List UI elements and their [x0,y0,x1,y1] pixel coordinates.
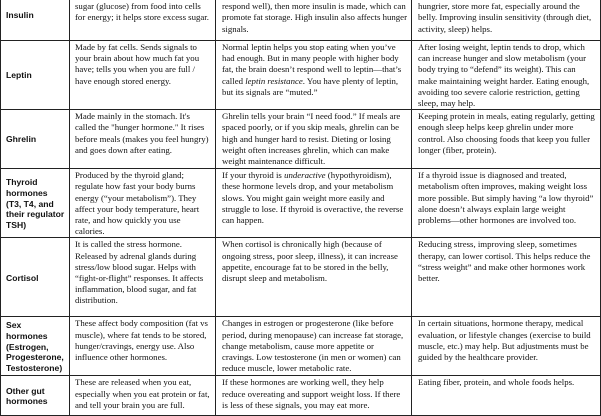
hormone-description: sugar (glucose) from food into cells for energy; it helps store excess sugar. [70,0,216,41]
table-row [1,110,601,169]
text-run: respond well), then more insulin is made, which can promote fat storage. High insulin also affects hunger signals. [222,1,408,34]
hormone-name: Cortisol [1,238,70,317]
weight-loss-note: In certain situations, hormone therapy, medical evaluation, or lifestyle changes (exercise to build muscle, etc.) may help. But adjustments must be guided by the healthcare provider. [412,317,601,376]
weight-loss-note: hungrier, store more fat, especially around the belly. Improving insulin sensitivity (through diet, activity, sleep) helps. [412,0,601,41]
hormone-name: Thyroid hormones (T3, T4, and their regulator TSH) [1,169,70,238]
weight-effect [216,41,412,110]
hormone-name: Ghrelin [1,110,70,169]
table-row [1,0,601,41]
table-row [1,41,601,110]
hormone-description: Produced by the thyroid gland; regulate how fast your body burns energy (“your metabolism”). They affect your body temperature, heart rate, and how quickly you use calories. [70,169,216,238]
hormone-name: Leptin [1,41,70,110]
italic-term: leptin resistance [245,75,303,86]
hormone-description: It is called the stress hormone. Released by adrenal glands during stress/low blood sugar. Helps with “fight-or-flight” responses. It affects inflammation, blood sugar, and fat distribution. [70,238,216,317]
table-row [1,317,601,376]
text-run: If your thyroid is [222,170,285,181]
hormone-name: Sex hormones (Estrogen, Progesterone, Testosterone) [1,317,70,376]
hormone-name: Other gut hormones [1,376,70,416]
weight-loss-note: Eating fiber, protein, and whole foods helps. [412,376,601,416]
text-run: . You have plenty of leptin, but its signals are “muted.” [222,75,399,97]
text-run: Ghrelin tells your brain “I need food.” If meals are spaced poorly, or if you skip meals, ghrelin can be high and hunger hard to resist. Dieting or losing weight often increases ghrelin, which can make weight maintenance difficult. [222,111,401,167]
weight-effect [216,0,412,41]
text-run: Normal leptin helps you stop eating when you’ve had enough. But in many people with higher body fat, the brain doesn’t respond well to leptin—that’s called [222,42,402,86]
weight-loss-note: If a thyroid issue is diagnosed and treated, metabolism often improves, making weight loss more possible. But simply having “a low thyroid” alone doesn’t always explain large weight problems—other hormones are involved too. [412,169,601,238]
weight-loss-note: Keeping protein in meals, eating regularly, getting enough sleep helps keep ghrelin under more control. Also choosing foods that keep you fuller longer (fiber, protein). [412,110,601,169]
table-row [1,238,601,317]
hormone-description: These affect body composition (fat vs muscle), where fat tends to be stored, hunger/cravings, energy use. Also influence other hormones. [70,317,216,376]
table-row [1,376,601,416]
text-run: (hypothyroidism), these hormone levels drop, and your metabolism slows. You might gain weight more easily and struggle to lose. If thyroid is overactive, the reverse can happen. [222,170,404,226]
weight-loss-note: After losing weight, leptin tends to drop, which can increase hunger and slow metabolism (your body trying to “defend” its weight). This can make maintaining weight harder. Eating enough, avoiding too severe calorie restriction, getting sleep, may help. [412,41,601,110]
weight-effect [216,238,412,317]
hormone-table-body [1,0,601,416]
weight-loss-note: Reducing stress, improving sleep, sometimes therapy, can lower cortisol. This helps reduce the “stress weight” and make other hormones work better. [412,238,601,317]
weight-effect [216,376,412,416]
text-run: When cortisol is chronically high (because of ongoing stress, poor sleep, illness), it can increase appetite, encourage fat to be stored in the belly, disrupt sleep and metabolism. [222,239,398,284]
text-run: If these hormones are working well, they help reduce overeating and support weight loss. If there is less of these signals, you may eat more. [222,377,401,410]
hormone-description: Made by fat cells. Sends signals to your brain about how much fat you have; tells you when you are full / have enough stored energy. [70,41,216,110]
weight-effect [216,110,412,169]
hormone-description: Made mainly in the stomach. It's called the "hunger hormone." It rises before meals (makes you feel hungry) and goes down after eating. [70,110,216,169]
hormone-description: These are released when you eat, especially when you eat protein or fat, and tell your brain you are full. [70,376,216,416]
weight-effect [216,317,412,376]
text-run: Changes in estrogen or progesterone (like before period, during menopause) can increase fat storage, change metabolism, cause more appetite or cravings. Low testosterone (in men or women) can reduce muscle, lower metabolic rate. [222,318,404,374]
italic-term: underactive [284,170,326,181]
hormone-name: Insulin [1,0,70,41]
table-row [1,169,601,238]
weight-effect [216,169,412,238]
